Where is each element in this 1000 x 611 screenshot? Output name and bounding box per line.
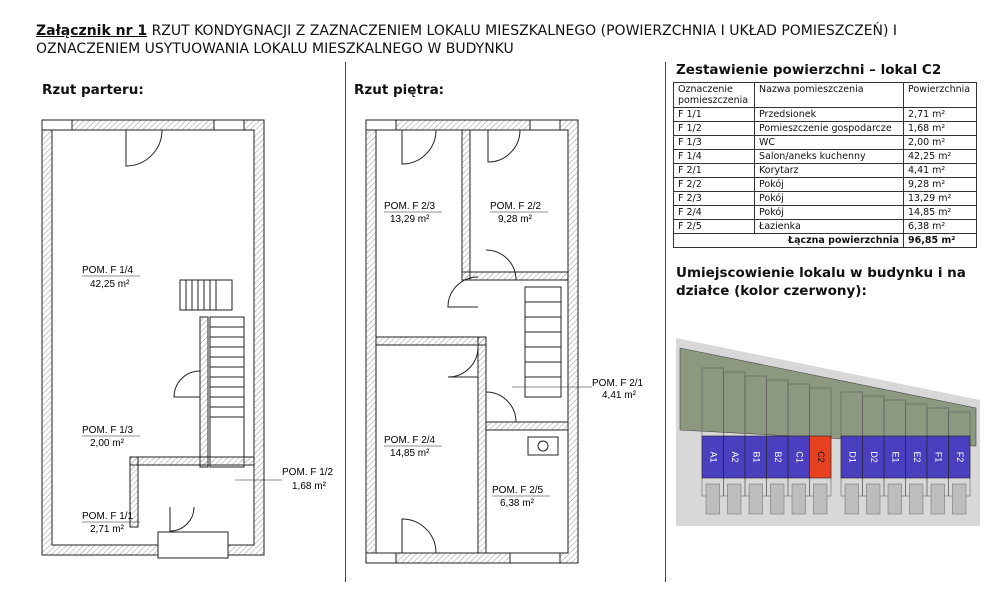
cell-code: F 1/2	[674, 122, 755, 136]
document-header	[36, 22, 936, 58]
cell-code: F 2/1	[674, 164, 755, 178]
table-row	[674, 150, 977, 164]
cell-name: Łazienka	[755, 220, 904, 234]
cell-area: 2,00 m²	[904, 136, 977, 150]
room-label-f25: POM. F 2/5	[492, 485, 544, 496]
room-label-f14: POM. F 1/4	[82, 265, 134, 276]
table-row	[674, 164, 977, 178]
header-text: RZUT KONDYGNACJI Z ZAZNACZENIEM LOKALU MIESZKALNEGO (POWIERZCHNIA I UKŁAD POMIESZCZEŃ) I OZNACZENIEM USYTUOWANIA LOKALU MIESZKALNEGO W BUDYNKU	[36, 23, 898, 57]
room-area-f14: 42,25 m²	[90, 279, 130, 290]
cell-code: F 2/3	[674, 192, 755, 206]
attachment-label: Załącznik nr 1	[36, 23, 148, 39]
unit-label: D1	[847, 451, 858, 463]
cell-code: F 1/4	[674, 150, 755, 164]
driveway	[728, 484, 742, 514]
table-row	[674, 206, 977, 220]
divider-left	[345, 62, 346, 582]
driveway	[792, 484, 806, 514]
total-row	[674, 234, 977, 248]
unit-label: B2	[772, 451, 783, 463]
cell-name: Pokój	[755, 192, 904, 206]
room-label-f21: POM. F 2/1	[592, 378, 644, 389]
room-label-f13: POM. F 1/3	[82, 425, 134, 436]
unit-label: C2	[815, 451, 826, 463]
driveway	[749, 484, 763, 514]
room-label-f12: POM. F 1/2	[282, 467, 334, 478]
table-row	[674, 178, 977, 192]
room-area-f25: 6,38 m²	[500, 498, 534, 509]
unit-label: B1	[751, 451, 762, 463]
total-label: Łączna powierzchnia	[674, 234, 904, 248]
cell-area: 42,25 m²	[904, 150, 977, 164]
cell-name: Pokój	[755, 178, 904, 192]
unit-label: F2	[954, 451, 965, 463]
summary-table	[673, 82, 977, 248]
unit-label: F1	[933, 451, 944, 463]
room-area-f12: 1,68 m²	[292, 481, 326, 492]
room-area-f22: 9,28 m²	[498, 214, 532, 225]
unit-label: C1	[794, 451, 805, 463]
cell-area: 6,38 m²	[904, 220, 977, 234]
cell-code: F 2/5	[674, 220, 755, 234]
col-header-code: Oznaczenie pomieszczenia	[674, 83, 755, 108]
unit-label: E1	[890, 451, 901, 463]
upper-floor-title: Rzut piętra:	[354, 82, 445, 98]
cell-name: Przedsionek	[755, 108, 904, 122]
driveway	[910, 484, 924, 514]
table-row	[674, 108, 977, 122]
cell-name: WC	[755, 136, 904, 150]
room-label-f22: POM. F 2/2	[490, 201, 542, 212]
room-area-f13: 2,00 m²	[90, 438, 124, 449]
site-plan	[676, 338, 980, 528]
table-row	[674, 220, 977, 234]
driveway	[771, 484, 785, 514]
room-label-f11: POM. F 1/1	[82, 511, 134, 522]
cell-area: 13,29 m²	[904, 192, 977, 206]
ground-floor-plan	[30, 112, 345, 572]
cell-code: F 2/2	[674, 178, 755, 192]
cell-name: Pomieszczenie gospodarcze	[755, 122, 904, 136]
room-area-f21: 4,41 m²	[602, 390, 636, 401]
cell-code: F 1/1	[674, 108, 755, 122]
unit-label: A2	[729, 451, 740, 463]
cell-name: Pokój	[755, 206, 904, 220]
driveway	[931, 484, 945, 514]
room-area-f11: 2,71 m²	[90, 524, 124, 535]
table-row	[674, 122, 977, 136]
table-row	[674, 192, 977, 206]
total-value: 96,85 m²	[904, 234, 977, 248]
driveway	[867, 484, 881, 514]
unit-label: A1	[708, 451, 719, 463]
upper-floor-plan	[360, 112, 665, 572]
cell-area: 1,68 m²	[904, 122, 977, 136]
cell-code: F 2/4	[674, 206, 755, 220]
room-label-f23: POM. F 2/3	[384, 201, 436, 212]
cell-area: 9,28 m²	[904, 178, 977, 192]
room-label-f24: POM. F 2/4	[384, 435, 436, 446]
ground-floor-title: Rzut parteru:	[42, 82, 144, 98]
cell-name: Salon/aneks kuchenny	[755, 150, 904, 164]
driveway	[814, 484, 828, 514]
cell-code: F 1/3	[674, 136, 755, 150]
driveway	[845, 484, 859, 514]
driveway	[706, 484, 720, 514]
room-area-f24: 14,85 m²	[390, 448, 430, 459]
summary-title: Zestawienie powierzchni – lokal C2	[676, 62, 942, 78]
table-row	[674, 136, 977, 150]
unit-label: D2	[868, 451, 879, 463]
cell-area: 4,41 m²	[904, 164, 977, 178]
cell-area: 2,71 m²	[904, 108, 977, 122]
location-title: Umiejscowienie lokalu w budynku i na działce (kolor czerwony):	[676, 265, 966, 299]
cell-name: Korytarz	[755, 164, 904, 178]
cell-area: 14,85 m²	[904, 206, 977, 220]
divider-right	[665, 62, 666, 582]
driveway	[888, 484, 902, 514]
col-header-name: Nazwa pomieszczenia	[755, 83, 904, 108]
col-header-area: Powierzchnia	[904, 83, 977, 108]
room-area-f23: 13,29 m²	[390, 214, 430, 225]
driveway	[953, 484, 967, 514]
unit-label: E2	[911, 451, 922, 463]
